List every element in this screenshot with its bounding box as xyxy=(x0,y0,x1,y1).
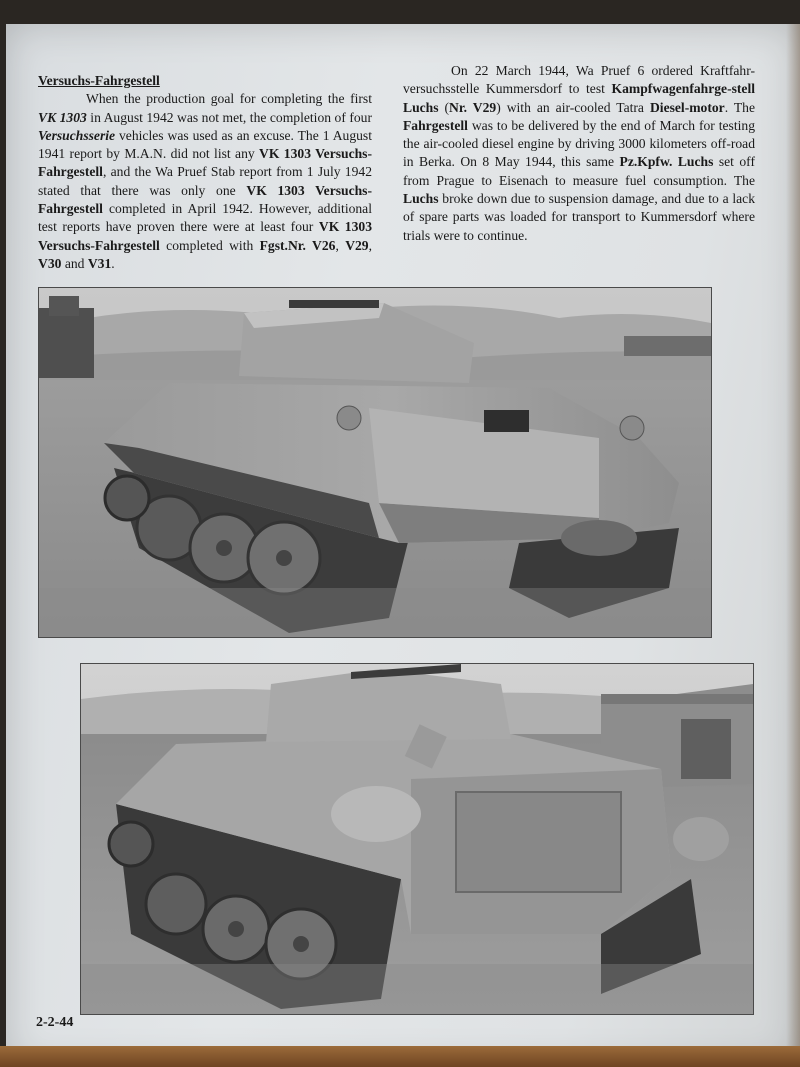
text-run: and xyxy=(61,255,88,271)
photo-tank-rear-view xyxy=(80,663,754,1015)
text-run: set off from Prague to Eisenach to measure fuel consumption. The xyxy=(403,154,755,188)
section-heading: Versuchs-Fahrgestell xyxy=(38,73,160,88)
text-run: On 22 March 1944, Wa Pruef 6 ordered Kraftfahr-versuchsstelle Kummersdorf to test xyxy=(403,63,755,97)
text-run: vehicles was used as an excuse. The 1 August 1941 report by M.A.N. did not list any xyxy=(38,127,372,162)
text-run: broke down due to suspension damage, and due to a lack of spare parts was loaded for transport to Kummersdorf where trials were to continue. xyxy=(403,191,755,243)
text-run: Nr. V29 xyxy=(449,99,497,115)
text-run: When the production goal for completing the first xyxy=(86,91,372,107)
text-run: VK 1303 Versuchs-Fahrgestell xyxy=(38,182,372,217)
text-run: in August 1942 was not met, the completion of four xyxy=(86,109,372,125)
right-paragraph xyxy=(403,62,755,245)
text-run: ) with an air-cooled Tatra xyxy=(496,99,650,115)
text-run: Kampfwagenfahrge-stell Luchs xyxy=(403,81,755,115)
text-run: VK 1303 Versuchs-Fahrgestell xyxy=(38,146,372,180)
text-run: V31 xyxy=(87,255,112,271)
text-run: , xyxy=(368,237,373,253)
page-number: 2-2-44 xyxy=(36,1015,74,1030)
page-edge-shadow xyxy=(786,24,800,1046)
text-run: ( xyxy=(438,99,450,115)
text-run: Fahrgestell xyxy=(403,117,468,133)
text-run: Diesel-motor xyxy=(649,99,725,115)
text-run: . xyxy=(111,255,115,271)
text-run: completed with xyxy=(159,237,260,253)
text-run: , xyxy=(335,237,346,253)
text-run: . The xyxy=(724,99,755,115)
text-run: VK 1303 xyxy=(38,109,87,125)
right-text-column xyxy=(403,62,755,245)
photo-tank-front-view xyxy=(38,287,712,638)
text-run: completed in April 1942. However, additional test reports have proven there were at least four xyxy=(38,201,372,235)
left-paragraph xyxy=(38,90,372,273)
text-run: Versuchsserie xyxy=(38,127,116,143)
table-surface xyxy=(0,1046,800,1067)
text-run: , and the Wa Pruef Stab report from 1 July 1942 stated that there was only one xyxy=(38,164,372,198)
text-run: was to be delivered by the end of March for testing the air-cooled diesel engine by driving 3000 kilometers off-road in Berka. On 8 May 1944, this same xyxy=(403,117,755,170)
text-run: V29 xyxy=(345,237,369,253)
text-run: Luchs xyxy=(403,191,439,207)
text-run: Fgst.Nr. V26 xyxy=(259,237,336,253)
text-run: Pz.Kpfw. Luchs xyxy=(619,154,714,170)
left-text-column xyxy=(38,72,372,273)
text-run: V30 xyxy=(38,255,62,271)
text-run: VK 1303 Versuchs-Fahrgestell xyxy=(38,219,372,253)
